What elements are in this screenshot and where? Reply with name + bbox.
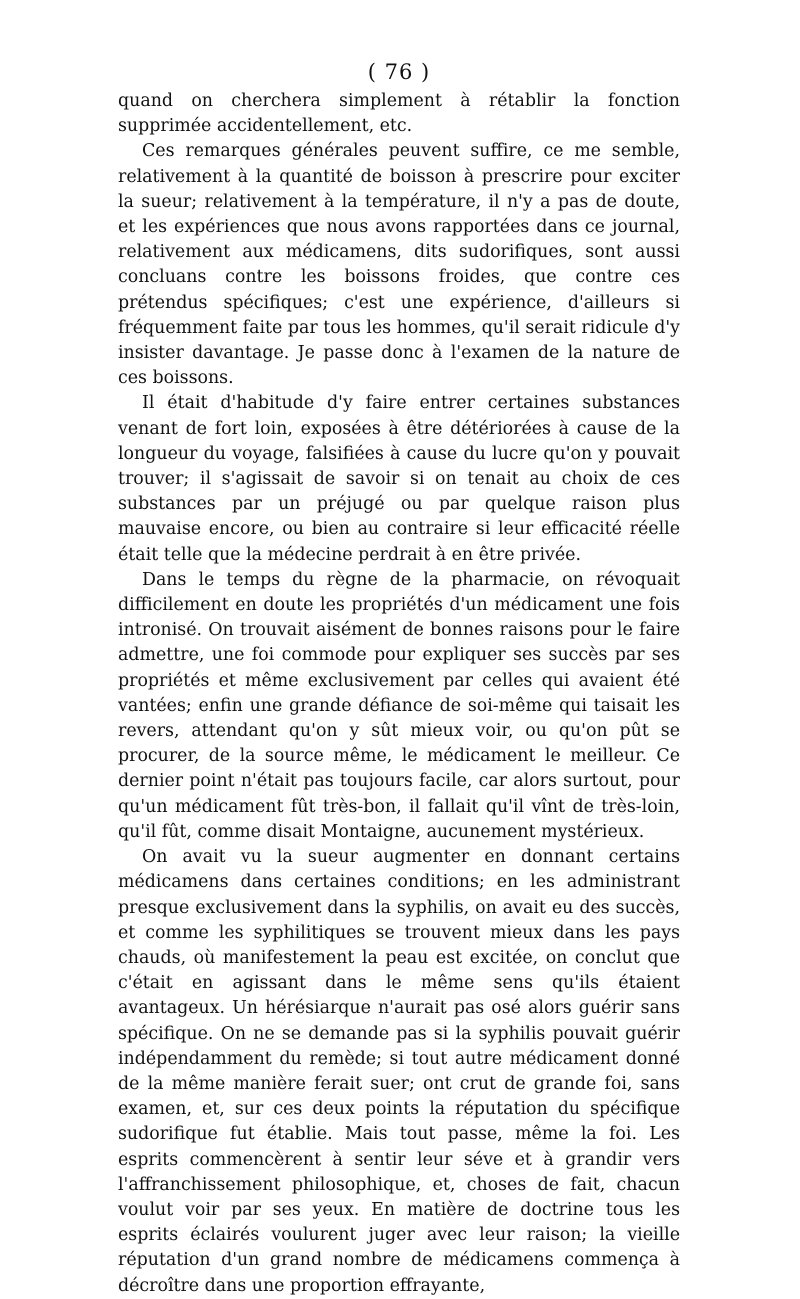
paragraph-habitude: Il était d'habitude d'y faire entrer certaines substances venant de fort loin, exposées à être détériorées à cause de la longueur du voyage, falsifiées à cause du lucre qu'on y pouvait trouver; il s'agissait de savoir si on tenait au choix de ces substances par un préjugé ou par quelque raison plus mauvaise encore, ou bien au contraire si leur efficacité réelle était telle que la médecine perdrait à en être privée. <box>118 393 680 565</box>
paragraph-remarques: Ces remarques générales peuvent suffire, ce me semble, relativement à la quantité de boisson à prescrire pour exciter la sueur; relativement à la température, il n'y a pas de doute, et les expériences que nous avons rapportées dans ce journal, relativement aux médicamens, dits sudorifiques, sont aussi concluans contre les boissons froides, que contre ces prétendus spécifiques; c'est une expérience, d'ailleurs si fréquemment faite par tous les hommes, qu'il serait ridicule d'y insister davantage. Je passe donc à l'examen de la nature de ces boissons. <box>118 141 680 389</box>
book-page <box>118 58 680 1299</box>
paragraph-sueur: On avait vu la sueur augmenter en donnant certains médicamens dans certaines conditions; en les administrant presque exclusivement dans la syphilis, on avait eu des succès, et comme les syphilitiques se trouvent mieux dans les pays chauds, où manifestement la peau est excitée, on conclut que c'était en agissant dans le même sens qu'ils étaient avantageux. Un hérésiarque n'aurait pas osé alors guérir sans spécifique. On ne se demande pas si la syphilis pouvait guérir indépendamment du remède; si tout autre médicament donné de la même manière ferait suer; ont crut de grande foi, sans examen, et, sur ces deux points la réputation du spécifique sudorifique fut établie. Mais tout passe, même la foi. Les esprits commencèrent à sentir leur séve et à grandir vers l'affranchissement philosophique, et, choses de fait, chacun voulut voir par ses yeux. En matière de doctrine tous les esprits éclairés voulurent juger avec leur raison; la vieille réputation d'un grand nombre de médicamens commença à décroître dans une proportion effrayante, <box>118 847 680 1296</box>
paragraph-pharmacie: Dans le temps du règne de la pharmacie, on révoquait difficilement en doute les propriétés d'un médicament une fois intronisé. On trouvait aisément de bonnes raisons pour le faire admettre, une foi commode pour expliquer ses succès par ses propriétés et même exclusivement par celles qui avaient été vantées; enfin une grande défiance de soi-même qui taisait les revers, attendant qu'on y sût mieux voir, ou qu'on pût se procurer, de la source même, le médicament le meilleur. Ce dernier point n'était pas toujours facile, car alors surtout, pour qu'un médicament fût très-bon, il fallait qu'il vînt de très-loin, qu'il fût, comme disait Montaigne, aucunement mystérieux. <box>118 569 680 842</box>
paragraph-continuation: quand on cherchera simplement à rétablir la fonction supprimée accidentellement, etc. <box>118 91 680 137</box>
page-number: ( 76 ) <box>367 60 431 84</box>
